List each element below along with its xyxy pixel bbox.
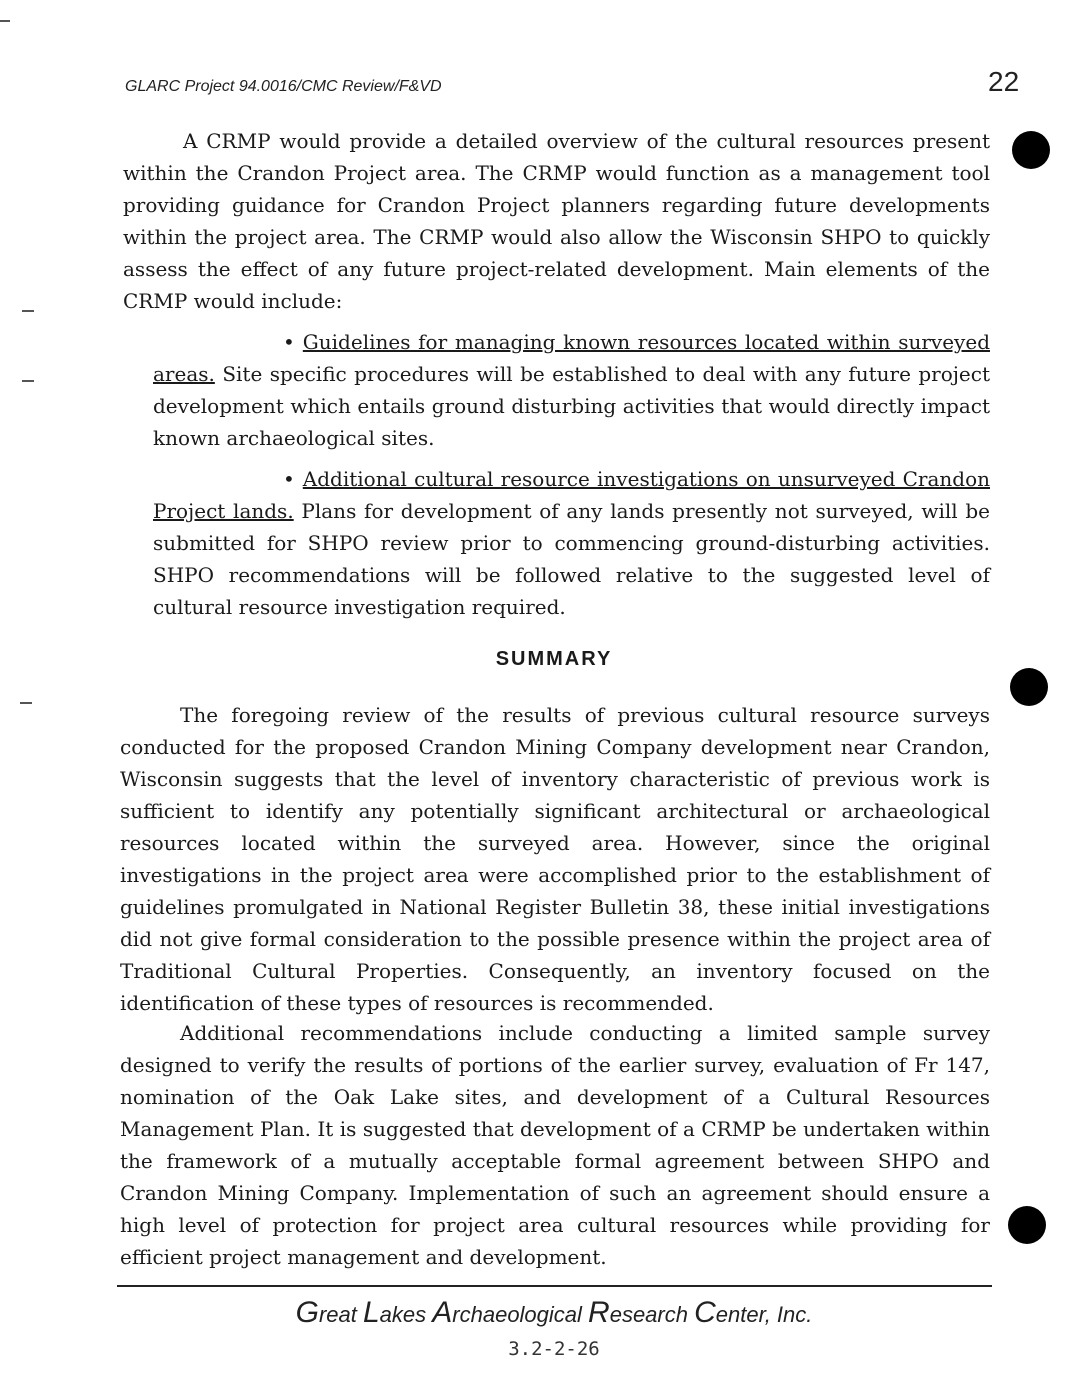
- bullet-item: [153, 326, 990, 454]
- punch-hole-icon: [1012, 131, 1050, 169]
- organization-name: Great Lakes Archaeological Research Center, Inc.: [295, 1296, 813, 1329]
- bullet-icon: •: [283, 467, 295, 491]
- bullet-text: Plans for development of any lands presently not surveyed, will be submitted for SHPO review prior to commencing ground-disturbing activities. SHPO recommendations will be followed relative to the suggested level of cultural resource investigation required.: [153, 499, 990, 619]
- bullet-item: [153, 463, 990, 623]
- bullet-title: Guidelines for managing known resources located within surveyed areas.: [153, 330, 990, 386]
- section-heading: SUMMARY: [495, 648, 613, 670]
- project-reference: GLARC Project 94.0016/CMC Review/F&VD: [125, 78, 442, 95]
- summary-paragraph-1: The foregoing review of the results of previous cultural resource surveys conducted for the proposed Crandon Mining Company development near Crandon, Wisconsin suggests that the level of inventory characteristic of previous work is sufficient to identify any potentially significant architectural or archaeological resources located within the surveyed area. However, since the original investigations in the project area were accomplished prior to the establishment of guidelines promulgated in National Register Bulletin 38, these initial investigations did not give formal consideration to the possible presence within the project area of Traditional Cultural Properties. Consequently, an inventory focused on the identification of these types of resources is recommended.: [120, 703, 990, 1015]
- footer-divider: [117, 1285, 992, 1287]
- scan-mark: [22, 310, 34, 312]
- punch-hole-icon: [1008, 1206, 1046, 1244]
- page-number: 22: [988, 66, 1020, 97]
- bullet-icon: •: [283, 330, 295, 354]
- summary-paragraph-2: Additional recommendations include conducting a limited sample survey designed to verify the results of portions of the earlier survey, evaluation of Fr 147, nomination of the Oak Lake sites, and development of a Cultural Resources Management Plan. It is suggested that development of a CRMP be undertaken within the framework of a mutually acceptable formal agreement between SHPO and Crandon Mining Company. Implementation of such an agreement should ensure a high level of protection for project area cultural resources while providing for efficient project management and development.: [120, 1021, 990, 1269]
- document-code: 3.2-2-26: [508, 1338, 600, 1360]
- bullet-text: Site specific procedures will be established to deal with any future project development which entails ground disturbing activities that would directly impact known archaeological sites.: [153, 362, 991, 450]
- intro-paragraph: A CRMP would provide a detailed overview of the cultural resources present within the Crandon Project area. The CRMP would function as a management tool providing guidance for Crandon Project planners regarding future developments within the project area. The CRMP would also allow the Wisconsin SHPO to quickly assess the effect of any future project-related development. Main elements of the CRMP would include:: [123, 129, 990, 313]
- scan-mark: [0, 20, 10, 22]
- punch-hole-icon: [1010, 668, 1048, 706]
- scan-mark: [20, 702, 32, 704]
- bullet-title: Additional cultural resource investigations on unsurveyed Crandon Project lands.: [153, 467, 990, 523]
- scan-mark: [22, 380, 34, 382]
